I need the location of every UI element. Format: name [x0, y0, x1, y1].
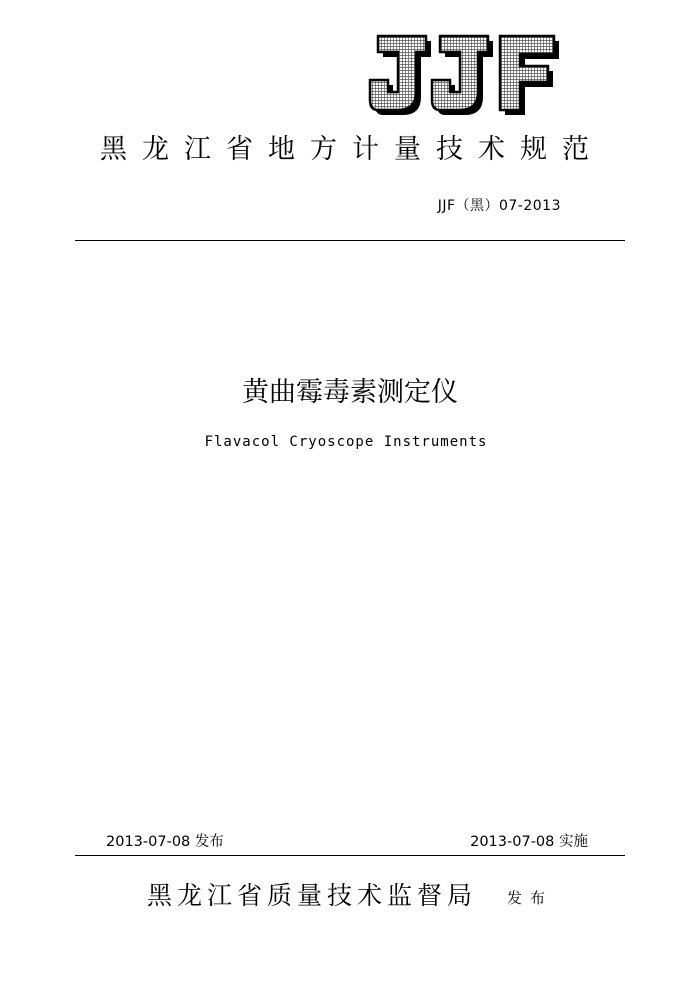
issue-date: 2013-07-08 发布: [106, 834, 224, 850]
authority-action: 发布: [507, 889, 554, 907]
logo-letter-f: [500, 36, 559, 115]
header-divider: [75, 240, 625, 241]
footer-divider: [75, 855, 625, 856]
logo-letter-j2: [432, 36, 493, 115]
logo-letter-j1: [370, 36, 431, 115]
jjf-logo: [368, 30, 564, 116]
issuing-authority: 黑龙江省质量技术监督局: [147, 881, 478, 910]
region-standard-title: 黑龙江省地方计量技术规范: [100, 134, 604, 165]
standard-code: JJF（黑）07-2013: [437, 198, 561, 214]
document-subtitle: Flavacol Cryoscope Instruments: [204, 434, 488, 450]
document-title: 黄曲霉毒素测定仪: [242, 377, 458, 408]
implementation-date: 2013-07-08 实施: [470, 834, 588, 850]
